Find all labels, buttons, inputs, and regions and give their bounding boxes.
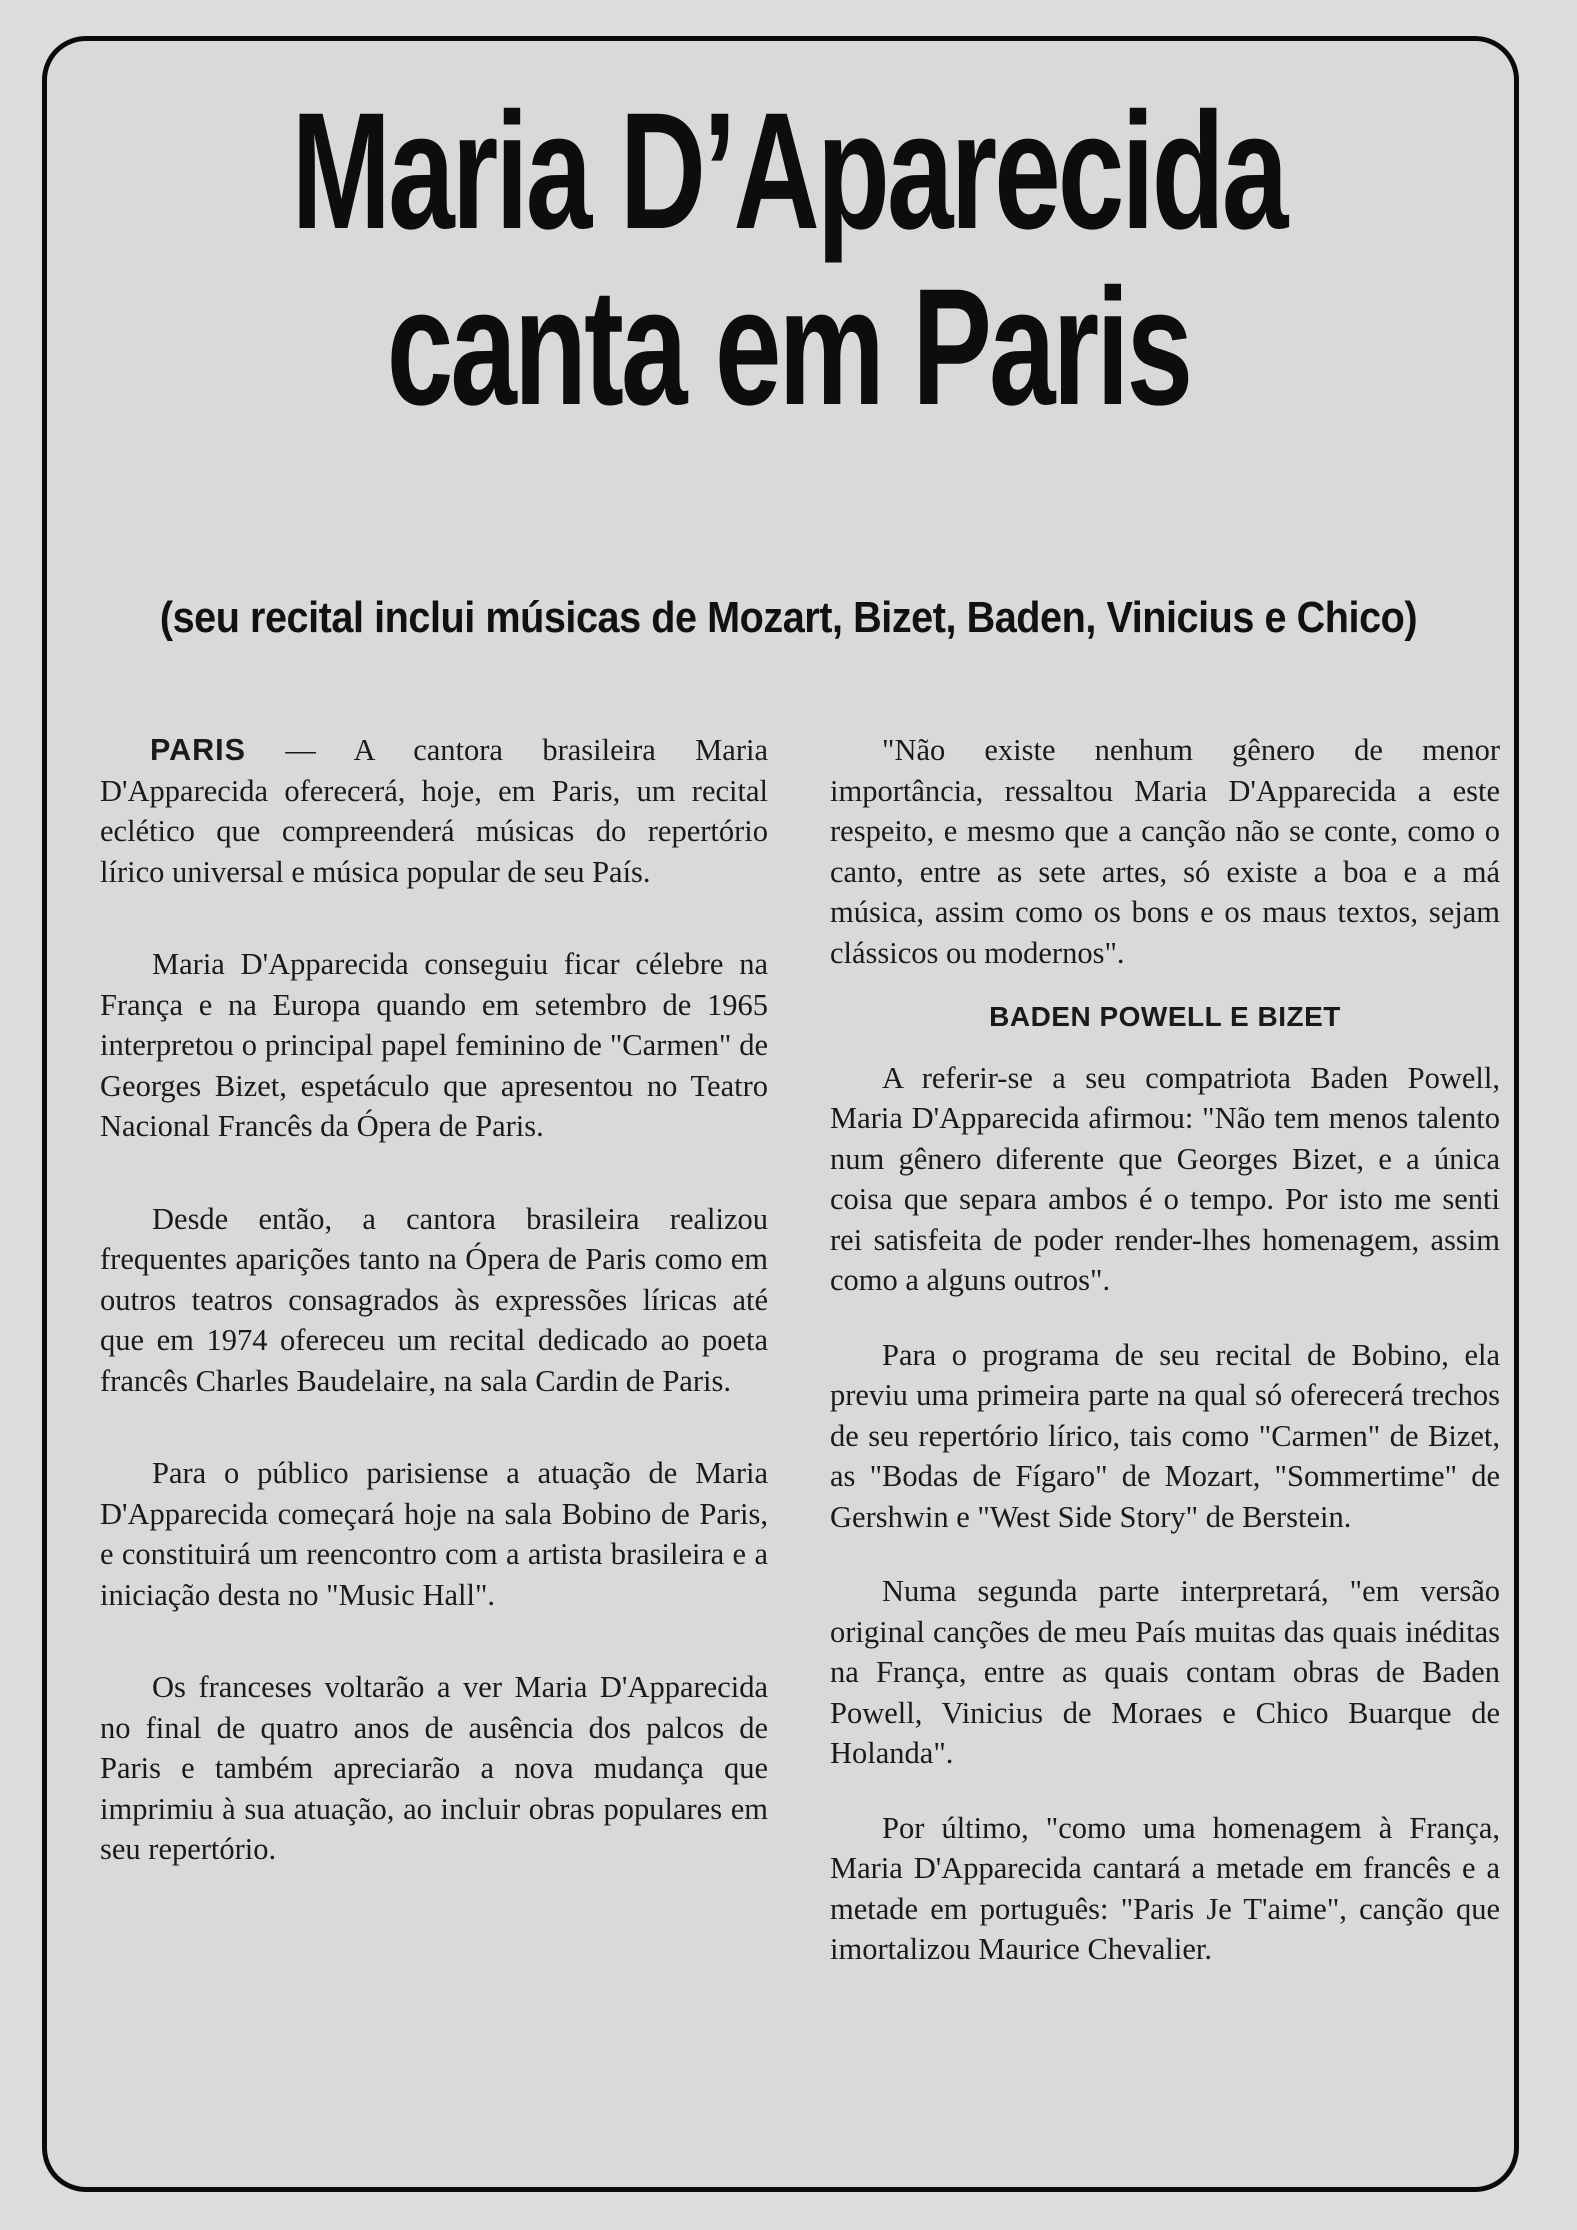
section-subhead: BADEN POWELL E BIZET [989, 1001, 1341, 1032]
paragraph: Desde então, a cantora brasileira realizou frequentes aparições tanto na Ópera de Paris como em outros teatros consagrados às expressões líricas até que em 1974 ofereceu um recital dedicado ao poeta francês Charles Baudelaire, na sala Cardin de Paris. [100, 1201, 768, 1398]
paragraph: "Não existe nenhum gênero de menor importância, ressaltou Maria D'Apparecida a este respeito, e mesmo que a canção não se conte, como o canto, entre as sete artes, só existe a boa e a má música, assim como os bons e os maus textos, sejam clássicos ou modernos". [830, 733, 1500, 970]
headline-line-1: Maria D’Aparecida [291, 79, 1286, 264]
paragraph: Numa segunda parte interpretará, "em versão original canções de meu País muitas das quais inéditas na França, entre as quais contam obras de Baden Powell, Vinicius de Moraes e Chico Buarque de Holanda". [830, 1574, 1500, 1770]
column-right [830, 730, 1500, 2004]
paragraph: Maria D'Apparecida conseguiu ficar célebre na França e na Europa quando em setembro de 1965 interpretou o principal papel feminino de "Carmen" de Georges Bizet, espetáculo que apresentou no Teatro Nacional Francês da Ópera de Paris. [100, 947, 768, 1143]
paragraph: Por último, "como uma homenagem à França, Maria D'Apparecida cantará a metade em francês e a metade em português: "Paris Je T'aime", canção que imortalizou Maurice Chevalier. [830, 1810, 1500, 1966]
headline-line-2: canta em Paris [386, 255, 1191, 440]
paragraph [100, 730, 768, 892]
dateline: PARIS [150, 733, 246, 767]
paragraph-text: — A cantora brasileira Maria D'Apparecida oferecerá, hoje, em Paris, um recital eclético que compreenderá músicas do repertório lírico universal e música popular de seu País. [100, 733, 768, 889]
subtitle: (seu recital inclui músicas de Mozart, Bizet, Baden, Vinicius e Chico) [159, 593, 1418, 642]
column-left [100, 730, 768, 1922]
paragraph: Para o público parisiense a atuação de Maria D'Apparecida começará hoje na sala Bobino de Paris, e constituirá um reencontro com a artista brasileira e a iniciação desta no "Music Hall". [100, 1456, 768, 1612]
paragraph: Para o programa de seu recital de Bobino, ela previu uma primeira parte na qual só oferecerá trechos de seu repertório lírico, tais como "Carmen" de Bizet, as "Bodas de Fígaro" de Mozart, "Sommertime" de Gershwin e "West Side Story" de Berstein. [830, 1337, 1500, 1534]
paragraph: Os franceses voltarão a ver Maria D'Apparecida no final de quatro anos de ausência dos palcos de Paris e também apreciarão a nova mudança que imprimiu à sua atuação, ao incluir obras populares em seu repertório. [100, 1670, 768, 1866]
paragraph: A referir-se a seu compatriota Baden Powell, Maria D'Apparecida afirmou: "Não tem menos talento num gênero diferente que Georges Bizet, e a única coisa que separa ambos é o tempo. Por isto me senti rei satisfeita de poder render-lhes homenagem, assim como a alguns outros". [830, 1060, 1500, 1297]
headline [221, 79, 1356, 440]
